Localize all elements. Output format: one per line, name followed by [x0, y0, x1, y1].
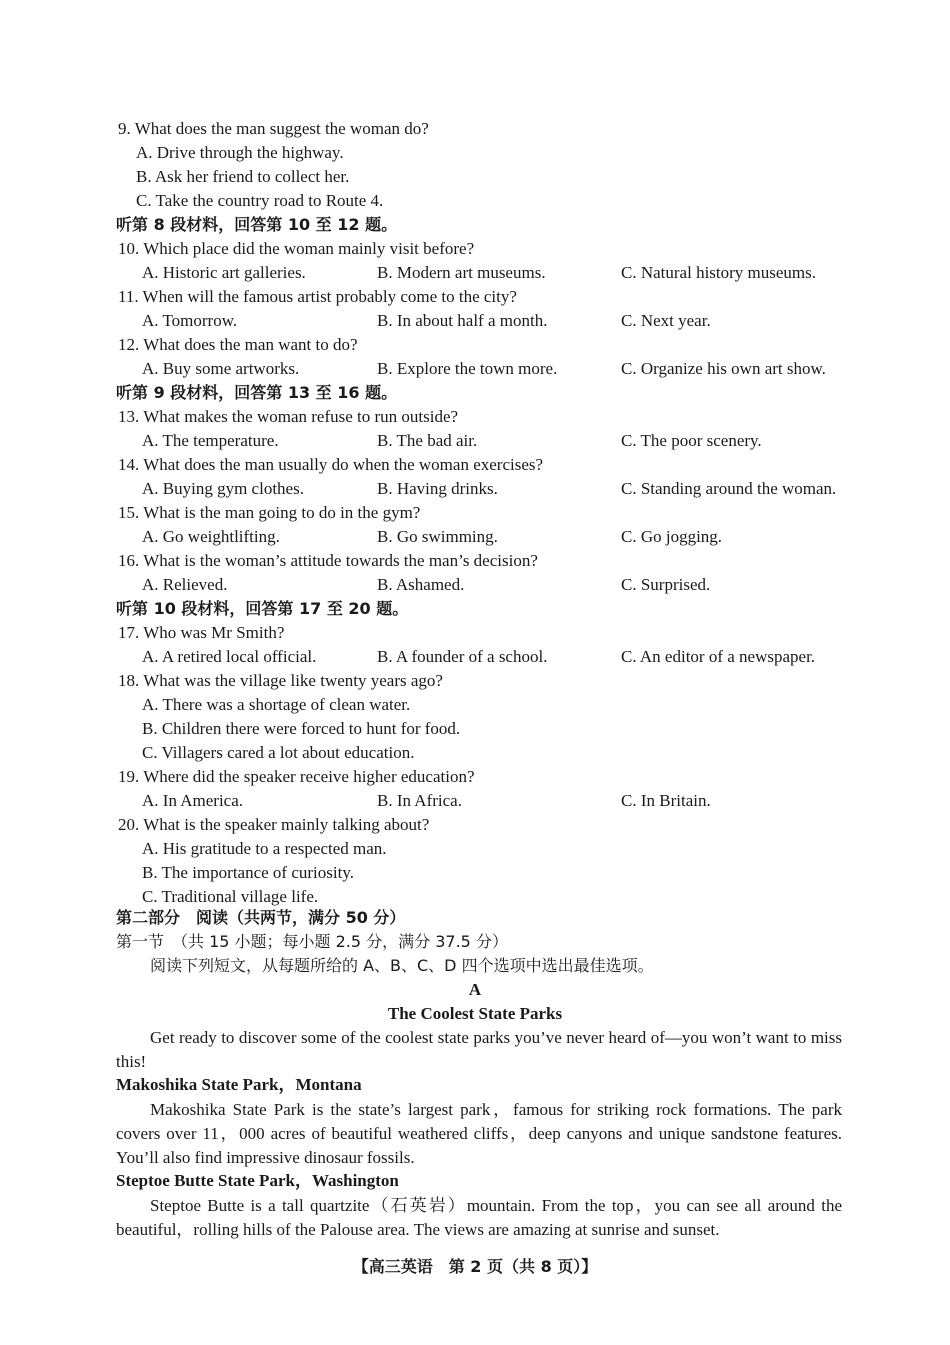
option-c: C. The poor scenery.	[621, 431, 762, 450]
part2-heading: 第二部分 阅读（共两节，满分 50 分）	[116, 908, 406, 927]
option-a: A. The temperature.	[142, 431, 279, 450]
question-stem: 14. What does the man usually do when the woman exercises?	[118, 455, 544, 474]
option-a: A. His gratitude to a respected man.	[142, 839, 387, 858]
question-stem: 19. Where did the speaker receive higher education?	[118, 767, 475, 786]
option-b: B. In Africa.	[377, 791, 462, 810]
option-b: B. A founder of a school.	[377, 647, 548, 666]
option-b: B. Go swimming.	[377, 527, 498, 546]
option-a: A. Tomorrow.	[142, 311, 238, 330]
option-a: A. There was a shortage of clean water.	[142, 695, 411, 714]
option-b: B. The importance of curiosity.	[142, 863, 354, 882]
listening-material-heading: 听第 9 段材料，回答第 13 至 16 题。	[116, 383, 398, 402]
option-c: C. Organize his own art show.	[621, 359, 826, 378]
option-a: A. Drive through the highway.	[136, 143, 344, 162]
question-stem: 20. What is the speaker mainly talking about?	[118, 815, 430, 834]
option-b: B. Ashamed.	[377, 575, 465, 594]
instruction: 阅读下列短文，从每题所给的 A、B、C、D 四个选项中选出最佳选项。	[150, 956, 654, 975]
option-b: B. Children there were forced to hunt for food.	[142, 719, 461, 738]
option-a: A. Historic art galleries.	[142, 263, 306, 282]
passage-intro	[116, 1026, 842, 1074]
question-stem: 18. What was the village like twenty years ago?	[118, 671, 443, 690]
question-stem: 10. Which place did the woman mainly visit before?	[118, 239, 475, 258]
option-a: A. In America.	[142, 791, 244, 810]
question-stem: 13. What makes the woman refuse to run outside?	[118, 407, 459, 426]
passage-intro-text: Get ready to discover some of the coolest state parks you’ve never heard of—you won’t want to miss this!	[116, 1028, 842, 1071]
question-stem: 9. What does the man suggest the woman do?	[118, 119, 429, 138]
option-a: A. Relieved.	[142, 575, 228, 594]
passage-letter: A	[468, 980, 482, 999]
option-c: C. Take the country road to Route 4.	[136, 191, 384, 210]
question-stem: 15. What is the man going to do in the gym?	[118, 503, 421, 522]
option-c: C. Traditional village life.	[142, 887, 319, 906]
question-stem: 17. Who was Mr Smith?	[118, 623, 285, 642]
park2-name: Steptoe Butte State Park，Washington	[116, 1171, 399, 1190]
passage-title: The Coolest State Parks	[387, 1004, 563, 1023]
park2-text: Steptoe Butte is a tall quartzite（石英岩）mountain. From the top，you can see all around the beautiful，rolling hills of the Palouse area. The views are amazing at sunrise and sunset.	[116, 1196, 842, 1239]
page-footer: 【高三英语 第 2 页（共 8 页）】	[352, 1257, 598, 1276]
option-c: C. Standing around the woman.	[621, 479, 837, 498]
option-b: B. The bad air.	[377, 431, 478, 450]
option-a: A. A retired local official.	[142, 647, 317, 666]
listening-material-heading: 听第 8 段材料，回答第 10 至 12 题。	[116, 215, 398, 234]
park1-name: Makoshika State Park，Montana	[116, 1075, 362, 1094]
question-stem: 16. What is the woman’s attitude towards the man’s decision?	[118, 551, 538, 570]
option-c: C. Go jogging.	[621, 527, 723, 546]
question-stem: 12. What does the man want to do?	[118, 335, 358, 354]
option-b: B. Explore the town more.	[377, 359, 558, 378]
park1-paragraph	[116, 1098, 842, 1170]
option-c: C. An editor of a newspaper.	[621, 647, 816, 666]
option-a: A. Buy some artworks.	[142, 359, 300, 378]
option-c: C. Next year.	[621, 311, 711, 330]
question-stem: 11. When will the famous artist probably come to the city?	[118, 287, 517, 306]
option-c: C. Natural history museums.	[621, 263, 817, 282]
option-b: B. In about half a month.	[377, 311, 548, 330]
park2-paragraph	[116, 1194, 842, 1242]
option-a: A. Go weightlifting.	[142, 527, 280, 546]
option-c: C. In Britain.	[621, 791, 711, 810]
option-c: C. Villagers cared a lot about education.	[142, 743, 415, 762]
option-b: B. Having drinks.	[377, 479, 498, 498]
listening-material-heading: 听第 10 段材料，回答第 17 至 20 题。	[116, 599, 409, 618]
option-a: A. Buying gym clothes.	[142, 479, 304, 498]
option-b: B. Modern art museums.	[377, 263, 546, 282]
park1-text: Makoshika State Park is the state’s largest park，famous for striking rock formations. The park covers over 11，000 acres of beautiful weathered cliffs，deep canyons and unique sandstone features. You’ll also find impressive dinosaur fossils.	[116, 1100, 842, 1167]
section1-heading: 第一节 （共 15 小题；每小题 2.5 分，满分 37.5 分）	[116, 932, 508, 951]
option-c: C. Surprised.	[621, 575, 711, 594]
option-b: B. Ask her friend to collect her.	[136, 167, 350, 186]
